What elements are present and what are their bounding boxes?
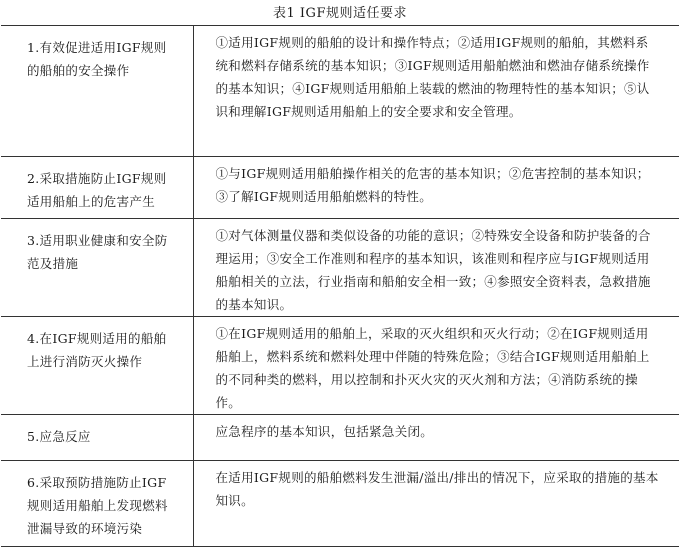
table-caption: 表1 IGF规则适任要求	[273, 6, 407, 21]
knowledge-text: ①与IGF规则适用船舶操作相关的危害的基本知识；②危害控制的基本知识；③了解IGF规则适用船舶燃料的特性。	[215, 166, 650, 204]
knowledge-cell	[193, 26, 679, 157]
requirements-table	[1, 25, 679, 547]
knowledge-text: 应急程序的基本知识，包括紧急关闭。	[215, 424, 434, 439]
competence-cell	[1, 415, 193, 461]
knowledge-cell	[193, 317, 679, 415]
knowledge-text: ①对气体测量仪器和类似设备的功能的意识；②特殊安全设备和防护装备的合理运用；③安全工作准则和程序的基本知识，该准则和程序应与IGF规则适用船舶相关的立法，行业指南和船舶安全相一致；④参照安全资料表，急救措施的基本知识。	[215, 228, 651, 312]
competence-text: 2.采取措施防止IGF规则适用船舶上的危害产生	[27, 171, 167, 209]
competence-cell	[1, 317, 193, 415]
table-row	[1, 461, 679, 547]
table-row	[1, 219, 679, 317]
competence-text: 4.在IGF规则适用的船舶上进行消防灭火操作	[27, 331, 167, 369]
table-row	[1, 415, 679, 461]
knowledge-text: ①适用IGF规则的船舶的设计和操作特点；②适用IGF规则的船舶，其燃料系统和燃料存储系统的基本知识；③IGF规则适用船舶燃油和燃油存储系统操作的基本知识；④IGF规则适用船舶上装载的燃油的物理特性的基本知识；⑤认识和理解IGF规则适用船舶上的安全要求和安全管理。	[215, 35, 650, 119]
table-row	[1, 317, 679, 415]
knowledge-text: ①在IGF规则适用的船舶上，采取的灭火组织和灭火行动；②在IGF规则适用船舶上，燃料系统和燃料处理中伴随的特殊危险；③结合IGF规则适用船舶上的不同种类的燃料，用以控制和扑灭火灾的灭火剂和方法；④消防系统的操作。	[215, 326, 650, 410]
knowledge-cell	[193, 415, 679, 461]
competence-cell	[1, 219, 193, 317]
competence-text: 6.采取预防措施防止IGF规则适用船舶上发现燃料泄漏导致的环境污染	[27, 475, 168, 536]
competence-cell	[1, 157, 193, 219]
knowledge-cell	[193, 219, 679, 317]
competence-text: 1.有效促进适用IGF规则的船舶的安全操作	[27, 40, 167, 78]
competence-cell	[1, 26, 193, 157]
competence-text: 3.适用职业健康和安全防范及措施	[27, 233, 168, 271]
table-row	[1, 157, 679, 219]
knowledge-cell	[193, 157, 679, 219]
knowledge-cell	[193, 461, 679, 547]
competence-cell	[1, 461, 193, 547]
table-row	[1, 26, 679, 157]
knowledge-text: 在适用IGF规则的船舶燃料发生泄漏/溢出/排出的情况下，应采取的措施的基本知识。	[215, 470, 659, 508]
competence-text: 5.应急反应	[27, 429, 91, 444]
